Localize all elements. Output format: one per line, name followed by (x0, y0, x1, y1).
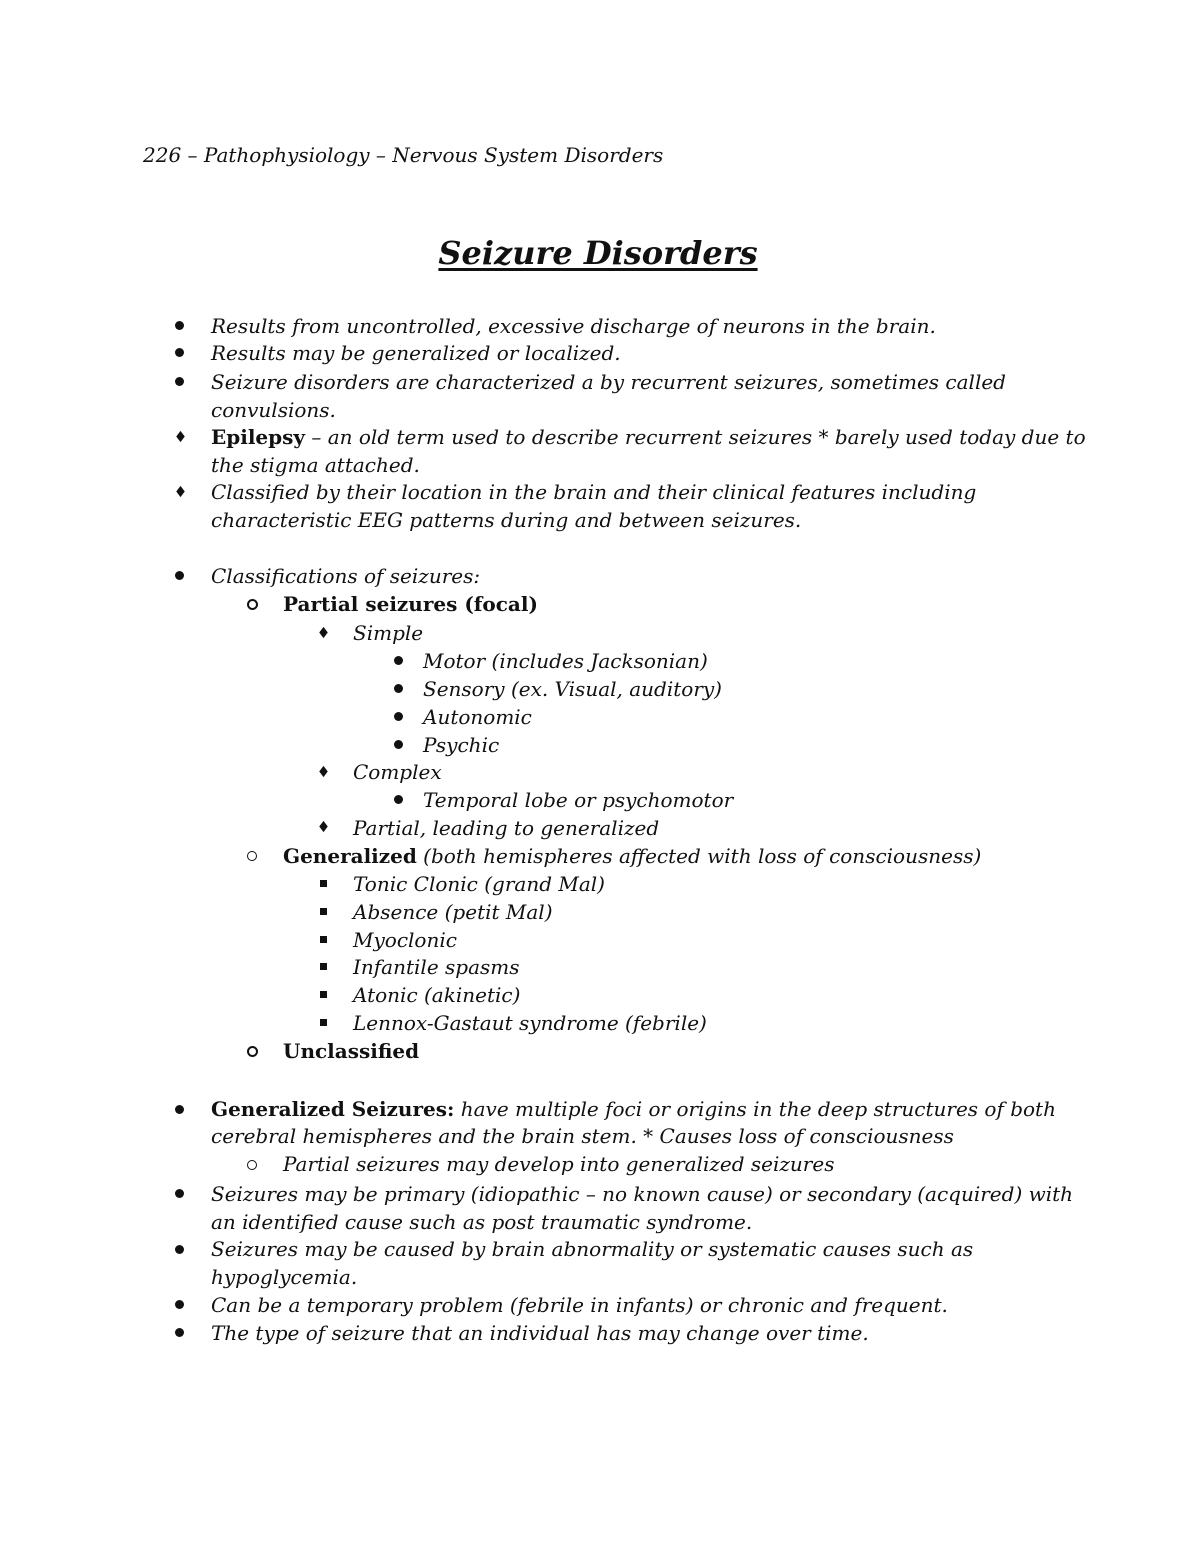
list-item: Infantile spasms (353, 955, 520, 979)
list-item: Autonomic (423, 705, 532, 729)
list-item: Tonic Clonic (grand Mal) (353, 872, 605, 896)
bullet-disc (394, 656, 403, 665)
list-item: Seizures may be caused by brain abnormality or systematic causes such as (211, 1237, 974, 1261)
bullet-disc (175, 1328, 184, 1337)
bullet-diamond (319, 766, 328, 777)
generalized-seizures-text: have multiple foci or origins in the deep structures of both (454, 1097, 1056, 1121)
list-item: Myoclonic (353, 928, 457, 952)
generalized-seizures-term: Generalized Seizures: (211, 1097, 455, 1121)
list-item: Results from uncontrolled, excessive discharge of neurons in the brain. (211, 314, 936, 338)
bullet-ring (247, 599, 258, 610)
unclassified-label: Unclassified (283, 1039, 420, 1063)
complex-label: Complex (353, 760, 442, 784)
list-item: Atonic (akinetic) (353, 983, 521, 1007)
list-item: Can be a temporary problem (febrile in infants) or chronic and frequent. (211, 1293, 948, 1317)
list-item-continuation: cerebral hemispheres and the brain stem. * Causes loss of consciousness (211, 1124, 954, 1148)
bullet-disc (394, 712, 403, 721)
bullet-ring (247, 1046, 258, 1057)
generalized-seizures-row (211, 1095, 1056, 1123)
list-item: Temporal lobe or psychomotor (423, 788, 734, 812)
page-title: Seizure Disorders (438, 234, 758, 272)
list-item: Results may be generalized or localized. (211, 341, 621, 365)
bullet-disc (394, 795, 403, 804)
bullet-diamond (319, 627, 328, 638)
bullet-square (320, 880, 327, 887)
partial-seizures-label: Partial seizures (focal) (283, 592, 538, 616)
list-item-continuation: characteristic EEG patterns during and between seizures. (211, 508, 802, 532)
bullet-diamond (176, 431, 185, 442)
bullet-disc (175, 348, 184, 357)
course-header: 226 – Pathophysiology – Nervous System Disorders (143, 143, 664, 167)
bullet-ring (247, 851, 257, 861)
list-item: Psychic (423, 733, 500, 757)
bullet-square (320, 936, 327, 943)
partial-to-generalized: Partial, leading to generalized (353, 816, 660, 840)
list-item: Seizures may be primary (idiopathic – no known cause) or secondary (acquired) with (211, 1182, 1074, 1206)
list-item-continuation: convulsions. (211, 398, 336, 422)
bullet-diamond (176, 486, 185, 497)
list-item: Partial seizures may develop into generalized seizures (283, 1152, 835, 1176)
generalized-label: Generalized (283, 844, 417, 868)
list-item: Sensory (ex. Visual, auditory) (423, 677, 722, 701)
bullet-disc (175, 377, 184, 386)
simple-label: Simple (353, 621, 424, 645)
bullet-ring (247, 1160, 257, 1170)
epilepsy-definition: – an old term used to describe recurrent seizures * barely used today due to (311, 425, 1086, 449)
epilepsy-term: Epilepsy (211, 425, 306, 449)
bullet-square (320, 1019, 327, 1026)
list-item-continuation: the stigma attached. (211, 453, 420, 477)
list-item-continuation: hypoglycemia. (211, 1265, 358, 1289)
bullet-square (320, 991, 327, 998)
bullet-square (320, 908, 327, 915)
bullet-disc (175, 571, 184, 580)
generalized-row (283, 842, 981, 870)
list-item: The type of seizure that an individual has may change over time. (211, 1321, 869, 1345)
bullet-square (320, 963, 327, 970)
bullet-disc (394, 740, 403, 749)
list-item: Motor (includes Jacksonian) (423, 649, 708, 673)
bullet-disc (175, 321, 184, 330)
list-item: Absence (petit Mal) (353, 900, 553, 924)
bullet-disc (175, 1105, 184, 1114)
list-item: Seizure disorders are characterized a by recurrent seizures, sometimes called (211, 370, 1006, 394)
bullet-disc (394, 684, 403, 693)
bullet-disc (175, 1300, 184, 1309)
bullet-diamond (319, 821, 328, 832)
generalized-note: (both hemispheres affected with loss of consciousness) (416, 844, 982, 868)
bullet-disc (175, 1245, 184, 1254)
list-item-continuation: an identified cause such as post traumatic syndrome. (211, 1210, 753, 1234)
classifications-heading: Classifications of seizures: (211, 564, 481, 588)
bullet-disc (175, 1189, 184, 1198)
list-item: Lennox-Gastaut syndrome (febrile) (353, 1011, 707, 1035)
list-item-epilepsy (211, 423, 1086, 451)
list-item: Classified by their location in the brain and their clinical features including (211, 480, 977, 504)
